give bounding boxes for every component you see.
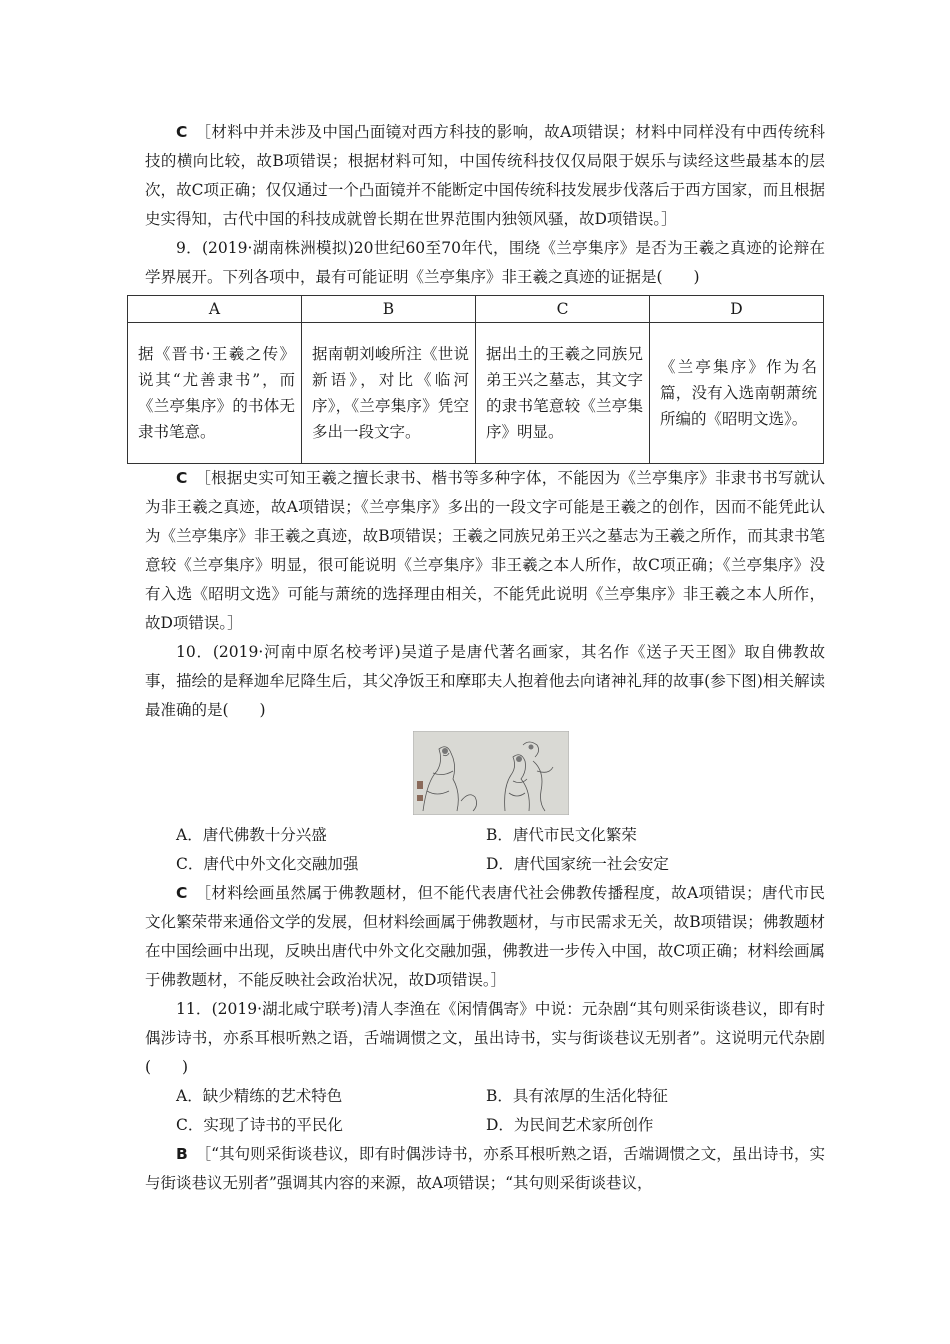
table-header-row xyxy=(128,296,824,323)
option-d: D．唐代国家统一社会安定 xyxy=(486,855,669,873)
table-cell-a: 据《晋书·王羲之传》说其“尤善隶书”，而《兰亭集序》的书体无隶书笔意。 xyxy=(128,323,302,464)
table-row xyxy=(128,323,824,464)
answer-explanation: ［材料绘画虽然属于佛教题材，但不能代表唐代社会佛教传播程度，故A项错误；唐代市民文化繁荣带来通俗文学的发展，但材料绘画属于佛教题材，与市民需求无关，故B项错误；佛教题材在中国绘画中出现，反映出唐代中外文化交融加强，佛教进一步传入中国，故C项正确；材料绘画属于佛教题材，不能反映社会政治状况，故D项错误。］ xyxy=(145,884,825,989)
table-header-b: B xyxy=(302,296,476,323)
option-b: B．唐代市民文化繁荣 xyxy=(486,826,637,844)
q9-answer xyxy=(145,464,825,638)
q9-stem: 9．(2019·湖南株洲模拟)20世纪60至70年代，围绕《兰亭集序》是否为王羲之真迹的论辩在学界展开。下列各项中，最有可能证明《兰亭集序》非王羲之真迹的证据是( ) xyxy=(145,239,825,286)
table-header-d: D xyxy=(650,296,824,323)
answer-letter: C xyxy=(176,884,188,902)
painting-image xyxy=(413,731,569,815)
q11-stem: 11．(2019·湖北咸宁联考)清人李渔在《闲情偶寄》中说：元杂剧“其句则采街谈巷议，即有时偶涉诗书，亦系耳根听熟之语，舌端调惯之文，虽出诗书，实与街谈巷议无别者”。这说明元代杂剧( ) xyxy=(145,1000,825,1076)
answer-explanation: ［“其句则采街谈巷议，即有时偶涉诗书，亦系耳根听熟之语，舌端调惯之文，虽出诗书，实与街谈巷议无别者”强调其内容的来源，故A项错误；“其句则采街谈巷议， xyxy=(145,1145,825,1192)
answer-letter: B xyxy=(176,1145,188,1163)
q11-answer xyxy=(145,1140,825,1198)
option-c: C．实现了诗书的平民化 xyxy=(176,1116,343,1134)
answer-letter: C xyxy=(176,123,188,141)
table-cell-c: 据出土的王羲之同族兄弟王兴之墓志，其文字的隶书笔意较《兰亭集序》明显。 xyxy=(476,323,650,464)
table-header-a: A xyxy=(128,296,302,323)
answer-letter: C xyxy=(176,469,188,487)
option-c: C．唐代中外文化交融加强 xyxy=(176,855,359,873)
option-a: A．缺少精练的艺术特色 xyxy=(176,1087,343,1105)
painting-illustration xyxy=(413,731,569,815)
option-a: A．唐代佛教十分兴盛 xyxy=(176,826,327,844)
answer-explanation: ［材料中并未涉及中国凸面镜对西方科技的影响，故A项错误；材料中同样没有中西传统科技的横向比较，故B项错误；根据材料可知，中国传统科技仅仅局限于娱乐与读经这些最基本的层次，故C项正确；仅仅通过一个凸面镜并不能断定中国传统科技发展步伐落后于西方国家，而且根据史实得知，古代中国的科技成就曾长期在世界范围内独领风骚，故D项错误。］ xyxy=(145,123,825,228)
q10-answer xyxy=(145,879,825,995)
q10-options xyxy=(145,821,825,879)
q9-options-table xyxy=(127,295,824,464)
option-d: D．为民间艺术家所创作 xyxy=(486,1116,654,1134)
table-cell-d: 《兰亭集序》作为名篇，没有入选南朝萧统所编的《昭明文选》。 xyxy=(650,323,824,464)
document-page xyxy=(138,118,825,1198)
answer-explanation: ［根据史实可知王羲之擅长隶书、楷书等多种字体，不能因为《兰亭集序》非隶书书写就认为非王羲之真迹，故A项错误；《兰亭集序》多出的一段文字可能是王羲之的创作，因而不能凭此认为《兰亭集序》非王羲之真迹，故B项错误；王羲之同族兄弟王兴之墓志为王羲之所作，而其隶书笔意较《兰亭集序》明显，很可能说明《兰亭集序》非王羲之本人所作，故C项正确；《兰亭集序》没有入选《昭明文选》可能与萧统的选择理由相关，不能凭此说明《兰亭集序》非王羲之本人所作，故D项错误。］ xyxy=(145,469,825,632)
q11-options xyxy=(145,1082,825,1140)
q8-answer xyxy=(145,118,825,234)
option-b: B．具有浓厚的生活化特征 xyxy=(486,1087,668,1105)
q10-stem: 10．(2019·河南中原名校考评)吴道子是唐代著名画家，其名作《送子天王图》取自佛教故事，描绘的是释迦牟尼降生后，其父净饭王和摩耶夫人抱着他去向诸神礼拜的故事(参下图)相关解读最准确的是( ) xyxy=(145,643,825,719)
table-header-c: C xyxy=(476,296,650,323)
table-cell-b: 据南朝刘峻所注《世说新语》，对比《临河序》，《兰亭集序》凭空多出一段文字。 xyxy=(302,323,476,464)
